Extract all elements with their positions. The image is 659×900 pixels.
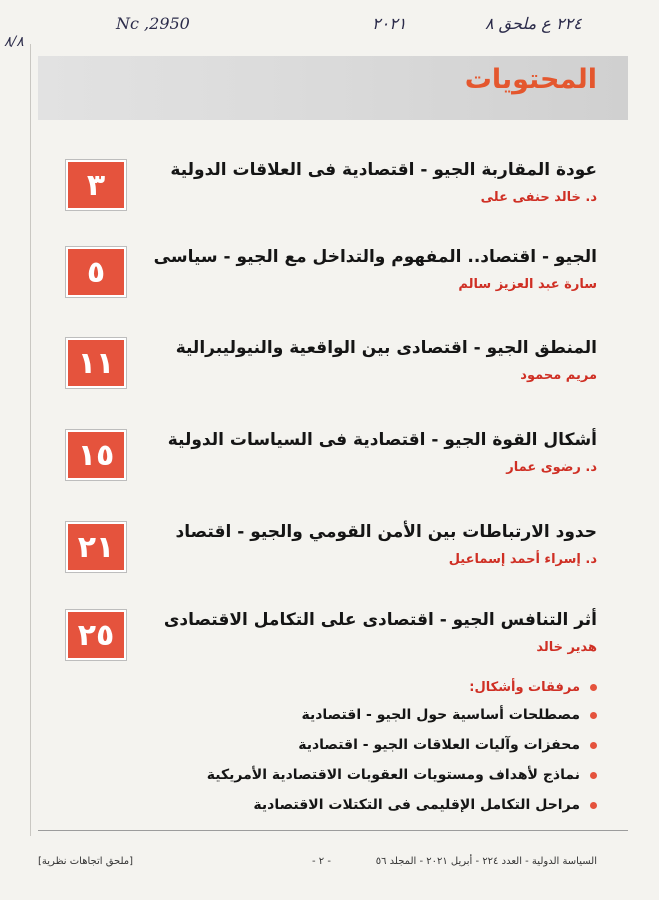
contents-entry bbox=[0, 610, 659, 690]
footer-page-number: - ٢ - bbox=[312, 856, 331, 867]
appendix-item bbox=[77, 703, 597, 727]
article-title: الجيو - اقتصاد.. المفهوم والتداخل مع الجيو - سياسى bbox=[153, 247, 597, 267]
article-author: د. خالد حنفى على bbox=[480, 190, 597, 205]
appendix-heading: مرفقات وأشكال: bbox=[77, 680, 597, 695]
handwritten-corner-mark: ٨/٨ bbox=[4, 34, 24, 50]
page-number-badge: ٣ bbox=[66, 160, 126, 210]
article-author: د. رضوى عمار bbox=[506, 460, 597, 475]
article-author: سارة عبد العزيز سالم bbox=[458, 277, 597, 292]
article-title: المنطق الجيو - اقتصادى بين الواقعية والنيوليبرالية bbox=[175, 338, 597, 358]
handwritten-archive-number: Nc ,2950 bbox=[116, 14, 190, 33]
appendix-list bbox=[77, 680, 597, 823]
article-author: د. إسراء أحمد إسماعيل bbox=[448, 552, 597, 567]
footer-rule bbox=[38, 830, 628, 831]
article-title: عودة المقاربة الجيو - اقتصادية فى العلاقات الدولية bbox=[170, 160, 597, 180]
bullet-icon bbox=[590, 742, 597, 749]
appendix-item bbox=[77, 793, 597, 817]
handwritten-year: ٢٠٢١ bbox=[372, 14, 407, 33]
contents-entry bbox=[0, 160, 659, 240]
page-number-badge: ٢١ bbox=[66, 522, 126, 572]
bullet-icon bbox=[590, 684, 597, 691]
appendix-item bbox=[77, 733, 597, 757]
appendix-item-label: مراحل التكامل الإقليمى فى التكتلات الاقتصادية bbox=[253, 797, 580, 813]
appendix-item-label: محفزات وآليات العلاقات الجيو - اقتصادية bbox=[298, 737, 580, 753]
contents-entry bbox=[0, 522, 659, 602]
appendix-item-label: مصطلحات أساسية حول الجيو - اقتصادية bbox=[301, 707, 580, 723]
appendix-item bbox=[77, 763, 597, 787]
footer-journal-info: السياسة الدولية - العدد ٢٢٤ - أبريل ٢٠٢١ - المجلد ٥٦ bbox=[375, 856, 597, 867]
bullet-icon bbox=[590, 772, 597, 779]
bullet-icon bbox=[590, 712, 597, 719]
article-title: أشكال القوة الجيو - اقتصادية فى السياسات الدولية bbox=[167, 430, 597, 450]
article-author: هدير خالد bbox=[536, 640, 597, 655]
page-number-badge: ٢٥ bbox=[66, 610, 126, 660]
page-title: المحتويات bbox=[464, 64, 597, 95]
footer-supplement-label: [ملحق اتجاهات نظرية] bbox=[38, 856, 134, 867]
article-author: مريم محمود bbox=[520, 368, 597, 383]
contents-entry bbox=[0, 247, 659, 327]
page-number-badge: ١١ bbox=[66, 338, 126, 388]
article-title: أثر التنافس الجيو - اقتصادى على التكامل الاقتصادى bbox=[163, 610, 597, 630]
article-title: حدود الارتباطات بين الأمن القومي والجيو - اقتصاد bbox=[175, 522, 597, 542]
page-number-badge: ٥ bbox=[66, 247, 126, 297]
appendix-item-label: نماذج لأهداف ومستويات العقوبات الاقتصادية الأمريكية bbox=[206, 767, 580, 783]
contents-entry bbox=[0, 430, 659, 510]
bullet-icon bbox=[590, 802, 597, 809]
handwritten-issue-note: ٢٢٤ ع ملحق ٨ bbox=[485, 14, 582, 33]
contents-entry bbox=[0, 338, 659, 418]
page-number-badge: ١٥ bbox=[66, 430, 126, 480]
